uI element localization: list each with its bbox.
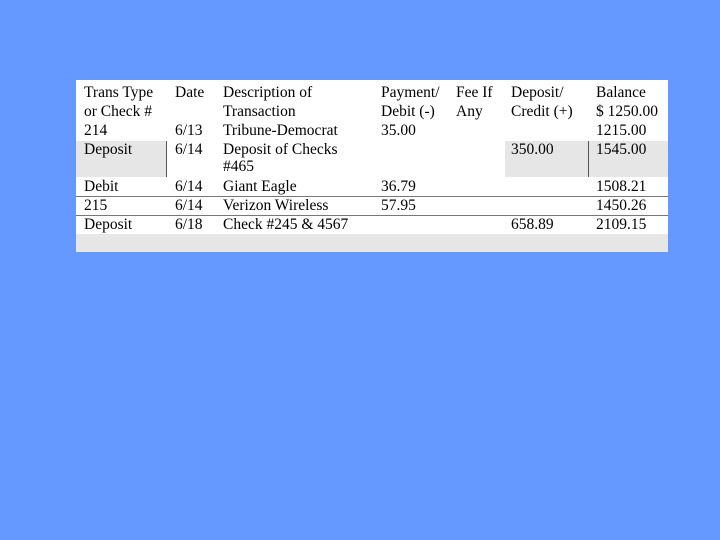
deposit-cell: 658.89	[511, 216, 554, 233]
date-cell: 6/14	[175, 197, 203, 214]
deposit-text: 350.00	[511, 141, 554, 158]
table-row	[76, 122, 668, 142]
header-credit: Credit (+)	[511, 103, 573, 120]
header-trans-type: Trans Type	[84, 84, 154, 101]
trans-type-cell: 215	[84, 197, 108, 214]
balance-cell: 1215.00	[596, 122, 647, 139]
trans-type-cell: Debit	[84, 178, 119, 195]
date-cell: 6/14	[175, 141, 203, 158]
description-cell: Tribune-Democrat	[223, 122, 338, 139]
description-cell: Verizon Wireless	[223, 197, 329, 214]
balance-cell	[589, 141, 668, 177]
header-check-number: or Check #	[84, 103, 153, 120]
header-payment: Payment/	[381, 84, 440, 101]
balance-text: 1545.00	[596, 141, 647, 158]
table-row	[76, 141, 668, 177]
header-transaction: Transaction	[223, 103, 296, 120]
header-fee: Fee If	[456, 84, 493, 101]
header-fee-any: Any	[456, 103, 483, 120]
check-register-table	[76, 80, 668, 252]
date-cell: 6/13	[175, 122, 203, 139]
payment-cell: 36.79	[381, 178, 416, 195]
date-cell: 6/18	[175, 216, 203, 233]
header-deposit: Deposit/	[511, 84, 564, 101]
payment-cell: 35.00	[381, 122, 416, 139]
table-row	[76, 197, 668, 216]
balance-cell: 1508.21	[596, 178, 647, 195]
table-row-empty	[76, 234, 668, 252]
header-date: Date	[175, 84, 205, 101]
trans-type-cell: Deposit	[84, 216, 133, 233]
trans-type-text: Deposit	[84, 141, 133, 158]
deposit-cell	[505, 141, 589, 177]
header-row	[76, 84, 668, 124]
description-group	[167, 141, 505, 177]
table-row	[76, 216, 668, 235]
trans-type-cell	[76, 141, 167, 177]
description-cell: Deposit of Checks	[223, 141, 338, 158]
description-cell-line-2: #465	[223, 158, 254, 175]
header-starting-balance: $ 1250.00	[596, 103, 658, 120]
description-cell: Check #245 & 4567	[223, 216, 349, 233]
payment-cell: 57.95	[381, 197, 416, 214]
header-debit: Debit (-)	[381, 103, 435, 120]
trans-type-cell: 214	[84, 122, 108, 139]
date-cell: 6/14	[175, 178, 203, 195]
header-description: Description of	[223, 84, 313, 101]
header-balance: Balance	[596, 84, 646, 101]
balance-cell: 1450.26	[596, 197, 647, 214]
balance-cell: 2109.15	[596, 216, 647, 233]
table-row	[76, 178, 668, 197]
description-cell: Giant Eagle	[223, 178, 297, 195]
